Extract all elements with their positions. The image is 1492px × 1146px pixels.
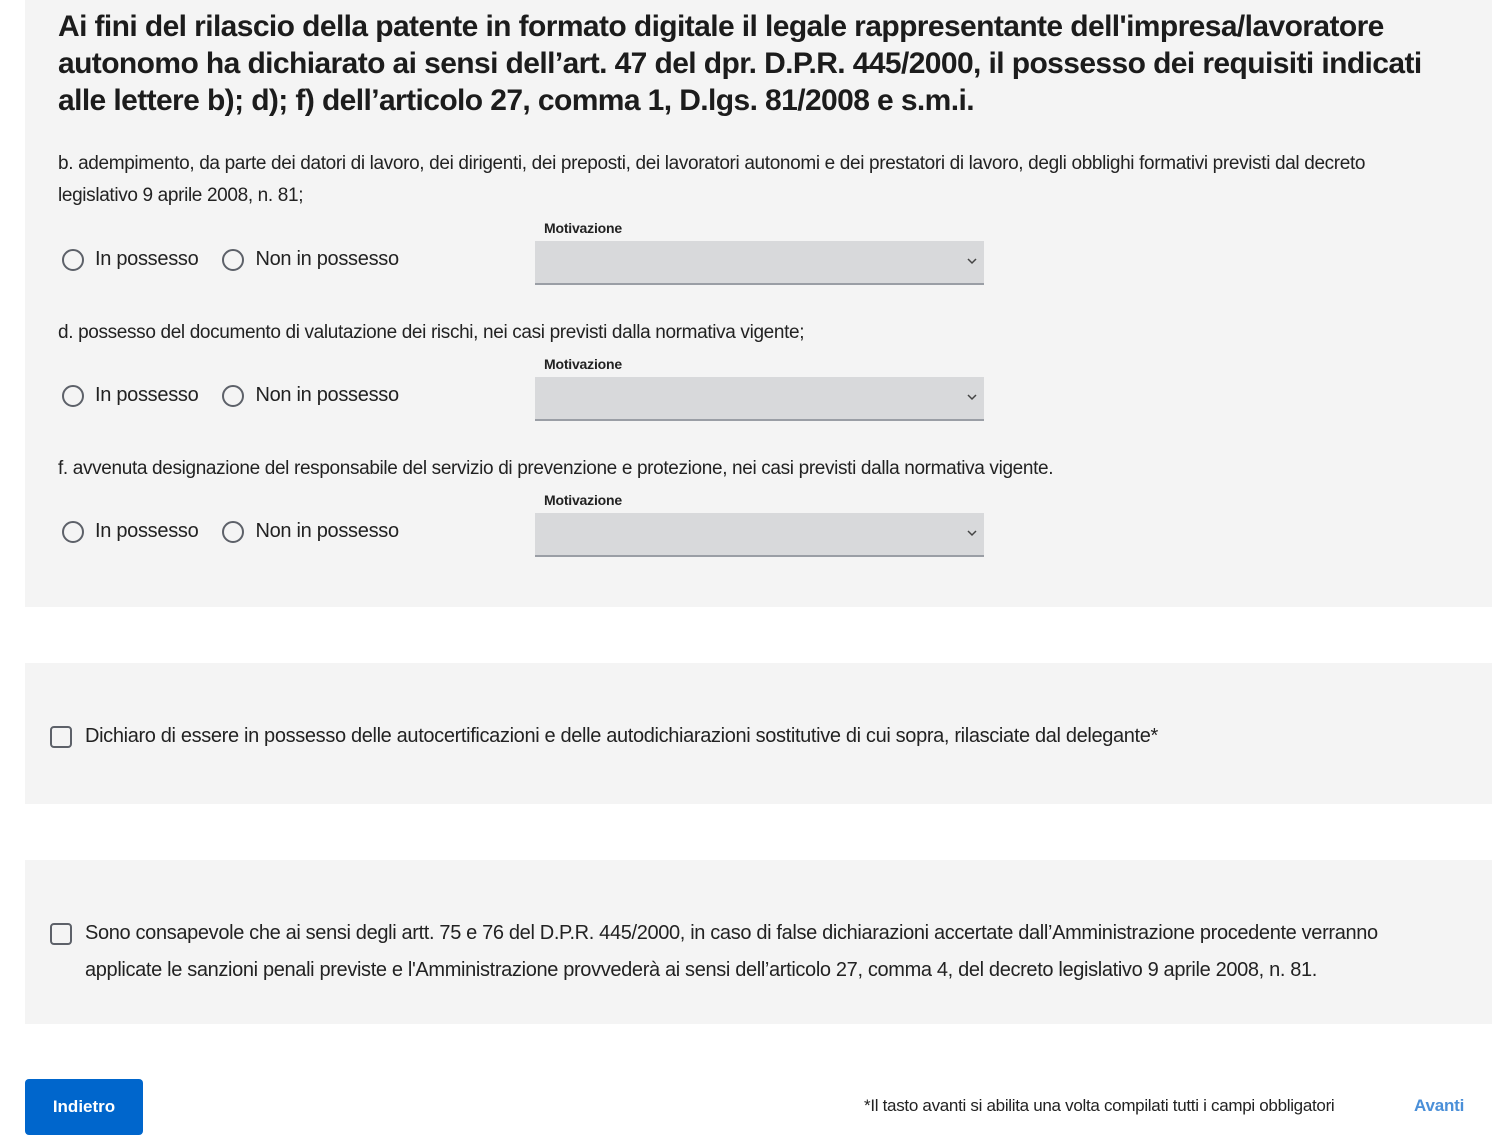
radio-label: In possesso — [95, 384, 199, 406]
radio-button[interactable] — [222, 521, 244, 543]
radio-label: Non in possesso — [255, 248, 399, 270]
requirement-b-option-in-possesso[interactable] — [62, 248, 198, 271]
radio-button[interactable] — [62, 385, 84, 407]
chevron-down-icon — [966, 391, 978, 403]
radio-button[interactable] — [62, 249, 84, 271]
requirement-b-radio-group — [62, 248, 423, 271]
requirement-d-motivazione-select[interactable] — [535, 377, 984, 421]
chevron-down-icon — [966, 255, 978, 267]
radio-button[interactable] — [222, 249, 244, 271]
requirement-f-option-in-possesso[interactable] — [62, 520, 198, 543]
radio-button[interactable] — [62, 521, 84, 543]
requirement-f-select-label: Motivazione — [544, 492, 622, 508]
requirement-b-text: b. adempimento, da parte dei datori di lavoro, dei dirigenti, dei preposti, dei lavoratori autonomi e dei prestatori di lavoro, degli obblighi formativi previsti dal decreto legislativo 9 aprile 2008, n. 81; — [58, 153, 1366, 206]
page-heading: Ai fini del rilascio della patente in formato digitale il legale rappresentante dell'impresa/lavoratore autonomo ha dichiarato ai sensi dell’art. 47 del dpr. D.P.R. 445/2000, il possesso dei requisiti indicati alle lettere b); d); f) dell’articolo 27, comma 1, D.lgs. 81/2008 e s.m.i. — [58, 10, 1422, 117]
declaration-panel-2 — [25, 860, 1492, 1024]
radio-label: Non in possesso — [255, 520, 399, 542]
radio-button[interactable] — [222, 385, 244, 407]
requirement-f-text: f. avvenuta designazione del responsabile del servizio di prevenzione e protezione, nei casi previsti dalla normativa vigente. — [58, 458, 1054, 479]
declaration-1-checkbox[interactable] — [50, 726, 72, 748]
requirement-f-radio-group — [62, 520, 423, 543]
requirement-d-select-label: Motivazione — [544, 356, 622, 372]
declaration-panel-1 — [25, 663, 1492, 804]
radio-label: Non in possesso — [255, 384, 399, 406]
requirement-d-option-non-in-possesso[interactable] — [222, 384, 398, 407]
required-fields-note: *Il tasto avanti si abilita una volta compilati tutti i campi obbligatori — [864, 1096, 1335, 1115]
radio-label: In possesso — [95, 248, 199, 270]
requirement-b-motivazione-select[interactable] — [535, 241, 984, 285]
declaration-1-text: Dichiaro di essere in possesso delle autocertificazioni e delle autodichiarazioni sostitutive di cui sopra, rilasciate dal delegante* — [85, 725, 1158, 747]
radio-label: In possesso — [95, 520, 199, 542]
requirement-d-text: d. possesso del documento di valutazione dei rischi, nei casi previsti dalla normativa vigente; — [58, 322, 805, 343]
requirement-f-option-non-in-possesso[interactable] — [222, 520, 398, 543]
requirement-b-select-label: Motivazione — [544, 220, 622, 236]
requirement-d-option-in-possesso[interactable] — [62, 384, 198, 407]
declaration-2-text: Sono consapevole che ai sensi degli artt. 75 e 76 del D.P.R. 445/2000, in caso di false dichiarazioni accertate dall’Amministrazione procedente verranno applicate le sanzioni penali previste e l'Amministrazione provvederà ai sensi dell’articolo 27, comma 4, del decreto legislativo 9 aprile 2008, n. 81. — [85, 922, 1378, 981]
chevron-down-icon — [966, 527, 978, 539]
requirements-panel — [25, 0, 1492, 607]
declaration-2-checkbox[interactable] — [50, 923, 72, 945]
declaration-1[interactable] — [50, 718, 1158, 755]
requirement-b-option-non-in-possesso[interactable] — [222, 248, 398, 271]
next-button[interactable]: Avanti — [1414, 1096, 1465, 1115]
requirement-f-motivazione-select[interactable] — [535, 513, 984, 557]
requirement-d-radio-group — [62, 384, 423, 407]
back-button[interactable]: Indietro — [25, 1079, 143, 1135]
declaration-2[interactable] — [50, 915, 1410, 989]
